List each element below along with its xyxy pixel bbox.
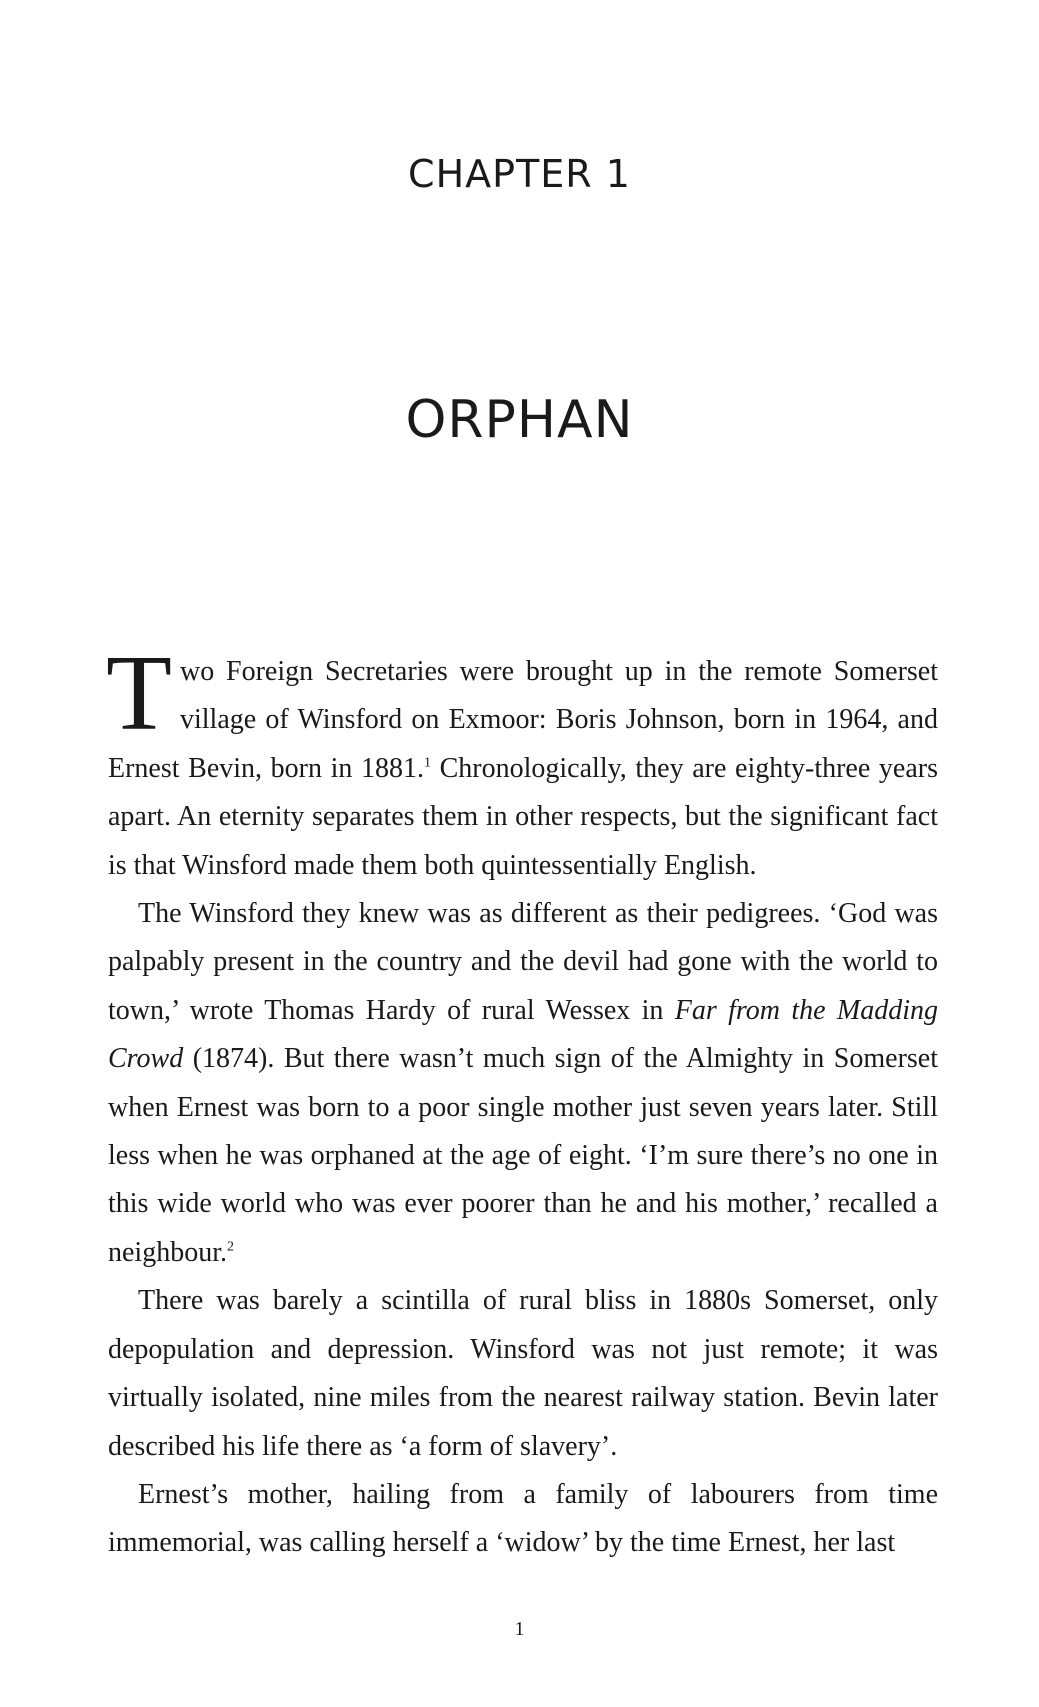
footnote-ref-2[interactable]: 2 [227,1239,234,1255]
paragraph-3: There was barely a scintilla of rural bliss in 1880s Somerset, only depopulation and depression. Winsford was not just remote; it was virtually isolated, nine miles from the nearest railway station. Bevin later described his life there as ‘a form of slavery’. [108,1285,938,1462]
paragraph-1 [106,634,938,890]
body-text [106,634,939,1568]
paragraph-2-text-b: (1874). But there wasn’t much sign of the Almighty in Somerset when Ernest was born to a poor single mother just seven years later. Still less when he was orphaned at the age of eight. ‘I’m sure there’s no one in this wide world who was ever poorer than he and his mother,’ recalled a neighbour. [108,1043,938,1268]
paragraph-4: Ernest’s mother, hailing from a family of labourers from time immemorial, was calling herself a ‘widow’ by the time Ernest, her last [108,1478,938,1559]
paragraph-2-text-a: The Winsford they knew was as different as their pedigrees. ‘God was palpably present in the country and the devil had gone with the world to town,’ wrote Thomas Hardy of rural Wessex in [108,898,938,1026]
chapter-title: ORPHAN [405,390,634,450]
footnote-ref-1[interactable]: 1 [424,755,431,771]
paragraph-2 [108,890,938,1277]
paragraph-1-text-b: Chronologically, they are eighty-three years apart. An eternity separates them in other respects, but the significant fact is that Winsford made them both quintessentially English. [108,752,938,881]
drop-cap: T [106,634,172,753]
book-title: Far from the Madding Crowd [108,994,939,1075]
page-number: 1 [514,1618,525,1640]
paragraph-1-text-a: wo Foreign Secretaries were brought up in the remote Somerset village of Winsford on Exmoor: Boris Johnson, born in 1964, and Ernest Bevin, born in 1881. [108,656,938,784]
chapter-label: CHAPTER 1 [408,152,631,196]
